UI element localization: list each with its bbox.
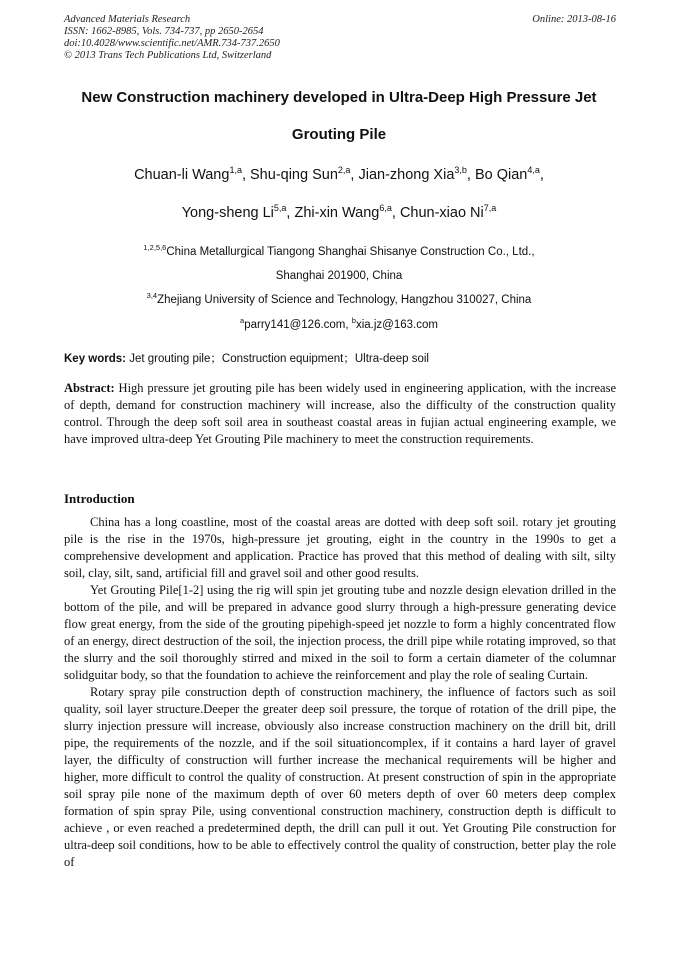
- author-separator: ,: [350, 167, 359, 183]
- author-separator: ,: [391, 205, 400, 221]
- keywords-label: Key words:: [64, 353, 126, 365]
- author-name: Bo Qian: [474, 167, 528, 183]
- abstract-label: Abstract:: [64, 381, 115, 395]
- author-name: Jian-zhong Xia: [358, 167, 455, 183]
- author-affiliation-mark: 7,a: [483, 203, 497, 214]
- doi-line[interactable]: doi:10.4028/www.scientific.net/AMR.734-737.2650: [64, 38, 280, 49]
- section-heading-introduction: Introduction: [64, 491, 135, 506]
- paper-title-line-2: Grouting Pile: [291, 126, 387, 143]
- author-affiliation-mark: 6,a: [379, 203, 392, 214]
- author-emails: [20, 316, 658, 331]
- author-list-line-2: [20, 205, 658, 221]
- author-affiliation-mark: 3,b: [454, 165, 467, 176]
- author-name: Chun-xiao Ni: [399, 205, 484, 221]
- author-separator: ,: [286, 205, 295, 221]
- email-a[interactable]: parry141@126.com,: [244, 319, 352, 331]
- copyright-line: © 2013 Trans Tech Publications Ltd, Switzerland: [64, 50, 272, 61]
- issn-line: ISSN: 1662-8985, Vols. 734-737, pp 2650-2654: [64, 26, 264, 37]
- author-affiliation-mark: 4,a: [527, 165, 540, 176]
- affiliation-2: [20, 291, 658, 306]
- keywords-text: Jet grouting pile；Construction equipment；Ultra-deep soil: [126, 353, 429, 365]
- online-date: Online: 2013-08-16: [532, 14, 616, 25]
- email-mark: b: [351, 316, 356, 326]
- author-name: Shu-qing Sun: [250, 167, 338, 183]
- author-separator: ,: [539, 167, 544, 183]
- author-name: Zhi-xin Wang: [294, 205, 380, 221]
- affiliation-1-continued: Shanghai 201900, China: [275, 270, 403, 282]
- author-affiliation-mark: 1,a: [229, 165, 242, 176]
- paragraph: China has a long coastline, most of the coastal areas are dotted with deep soft soil. rotary jet grouting pile is the rise in the 1970s, high-pressure jet grouting, eight in the country in the 1990s to get a comprehensive development and application. Practice has proved that this method of dealing with silt, silty soil, clay, silt, sand, artificial fill and gravel soil and other good results.: [64, 515, 616, 580]
- affiliation-1: [20, 243, 658, 258]
- author-affiliation-mark: 2,a: [337, 165, 351, 176]
- affiliation-text: Zhejiang University of Science and Technology, Hangzhou 310027, China: [157, 294, 532, 306]
- abstract-text: High pressure jet grouting pile has been widely used in engineering application, with the increase of depth, demand for construction machinery will increase, also the difficulty of the construction quality control. Through the deep soft soil area in southeast coastal areas in fujian actual engineering example, we have improved ultra-deep Yet Grouting Pile machinery to meet the construction requirements.: [64, 381, 616, 446]
- email-mark: a: [240, 316, 245, 326]
- journal-name: Advanced Materials Research: [64, 14, 191, 25]
- paragraph: Yet Grouting Pile[1-2] using the rig will spin jet grouting tube and nozzle design elevation drilled in the bottom of the pile, and will be prepared in advance good slurry through a high-pressure generating device flow great energy, from the side of the grouting pipehigh-speed jet nozzle to form a highly concentrated flow of an energy, direct destruction of the soil, the injection process, the drill pipe while rotating improved, so that the slurry and the soil thoroughly stirred and mixed in the soil to form a certain diameter of the columnar solidguitar body, so that the foundation to achieve the reinforcement and play the role of sealing Curtain.: [64, 583, 616, 682]
- affiliation-mark: 3,4: [146, 291, 158, 301]
- affiliation-text: China Metallurgical Tiangong Shanghai Shisanye Construction Co., Ltd.,: [166, 246, 535, 258]
- author-name: Chuan-li Wang: [134, 167, 230, 183]
- abstract: [64, 380, 616, 448]
- paper-title-line-1: New Construction machinery developed in Ultra-Deep High Pressure Jet: [81, 89, 597, 106]
- keywords: [64, 350, 616, 366]
- email-b[interactable]: xia.jz@163.com: [355, 319, 438, 331]
- paragraph: Rotary spray pile construction depth of construction machinery, the influence of factors such as soil quality, soil layer structure.Deeper the greater deep soil pressure, the torque of rotation of the drill pipe, the slurry injection pressure will increase, obviously also increase construction machinery on the drill bit, drill pipe, the requirements of the nozzle, and if the soil situationcomplex, if it contains a hard layer of gravel layer, the difficulty of construction will further increase the mechanical requirements will be higher and higher, more difficult to control the quality of construction. At present construction of spin in the appropriate soil spray pile none of the maximum depth of over 60 meters depth of over 60 meters deep complex formation of spin spray Pile, using conventional construction machinery, construction depth is difficult to achieve , or even reached a predetermined depth, the drill can pull it out. Yet Grouting Pile construction for ultra-deep soil conditions, how to be able to effectively control the quality of construction, better play the role of: [64, 685, 616, 869]
- author-separator: ,: [466, 167, 475, 183]
- author-affiliation-mark: 5,a: [273, 203, 287, 214]
- affiliation-mark: 1,2,5,6: [143, 243, 167, 253]
- author-list-line-1: [20, 167, 658, 183]
- introduction-body: [64, 514, 616, 871]
- journal-header: [64, 14, 616, 62]
- author-name: Yong-sheng Li: [181, 205, 274, 221]
- author-separator: ,: [241, 167, 251, 183]
